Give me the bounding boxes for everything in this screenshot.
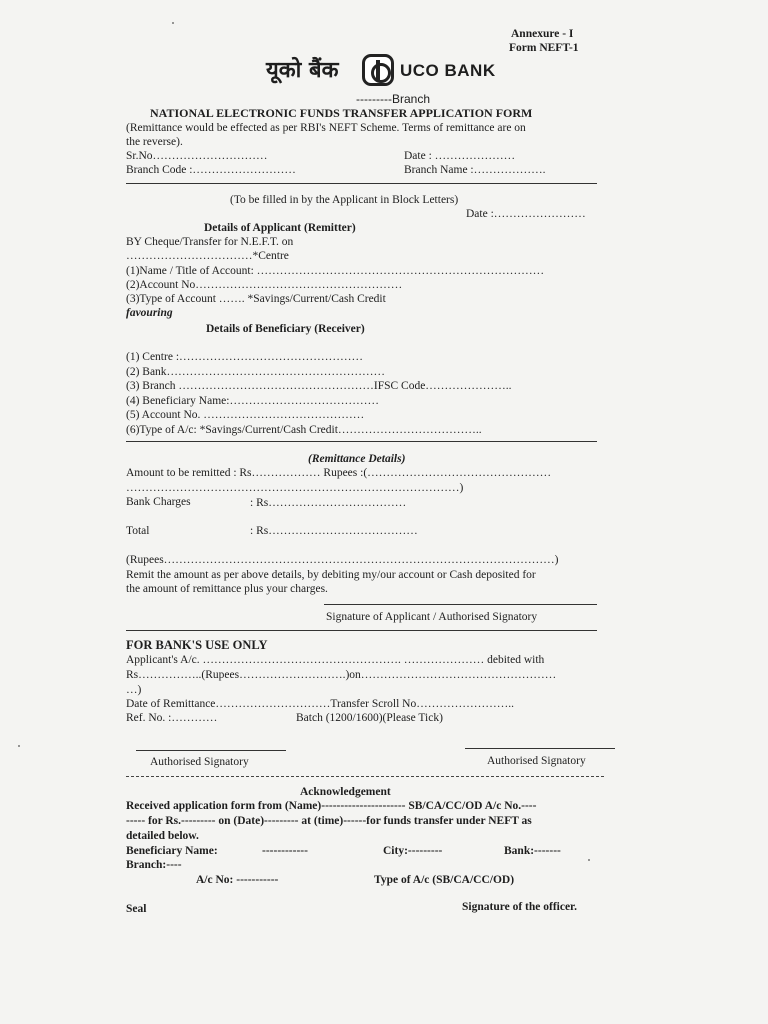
batch-field: Batch (1200/1600)(Please Tick)	[296, 712, 443, 724]
bank-charges-field: : Rs………………………………	[250, 497, 407, 509]
remittance-section-heading: (Remittance Details)	[308, 453, 406, 465]
amount-to-be-remitted-field: Amount to be remitted : Rs……………… Rupees :(…………………………………………	[126, 467, 552, 479]
bank-use-heading: FOR BANK'S USE ONLY	[126, 638, 268, 652]
annexure-label: Annexure - I	[511, 28, 574, 40]
amount-continuation-field: ……………………………………………………………………………)	[126, 482, 464, 494]
scan-speck	[172, 22, 174, 24]
beneficiary-section-heading: Details of Beneficiary (Receiver)	[206, 323, 365, 335]
ack-account-type-field: Type of A/c (SB/CA/CC/OD)	[374, 874, 515, 886]
acknowledgement-line-3: detailed below.	[126, 830, 199, 842]
authorised-signatory-left: Authorised Signatory	[150, 756, 249, 768]
ack-bank-field: Bank:-------	[504, 845, 561, 857]
acknowledgement-line-2: ----- for Rs.--------- on (Date)--------- at (time)------for funds transfer under NEFT as	[126, 815, 532, 827]
account-name-field: (1)Name / Title of Account: …………………………………………………………………	[126, 265, 545, 277]
ack-beneficiary-name-blank: ------------	[262, 845, 308, 857]
divider	[126, 183, 597, 184]
total-label: Total	[126, 525, 150, 537]
signature-line	[324, 604, 597, 605]
ack-branch-field: Branch:----	[126, 859, 182, 871]
tear-line	[126, 776, 604, 777]
beneficiary-centre-field: (1) Centre :…………………………………………	[126, 351, 364, 363]
favouring-label: favouring	[126, 307, 173, 319]
acknowledgement-heading: Acknowledgement	[300, 786, 391, 798]
remittance-note-line-1: (Remittance would be effected as per RBI's NEFT Scheme. Terms of remittance are on	[126, 122, 526, 134]
form-title: NATIONAL ELECTRONIC FUNDS TRANSFER APPLICATION FORM	[150, 106, 533, 120]
branch-label: ---------Branch	[356, 92, 430, 106]
signature-line	[465, 748, 615, 749]
account-type-field: (3)Type of Account ……. *Savings/Current/Cash Credit	[126, 293, 386, 305]
applicant-signature-label: Signature of Applicant / Authorised Signatory	[326, 611, 538, 623]
debit-amount-continuation: …)	[126, 684, 142, 696]
acknowledgement-line-1: Received application form from (Name)---------------------- SB/CA/CC/OD A/c No.----	[126, 800, 537, 812]
applicant-account-debited-field: Applicant's A/c. ……………………………………………. ………………… debited with	[126, 654, 545, 666]
ack-account-number-field: A/c No: -----------	[196, 874, 279, 886]
debit-amount-field: Rs……………..(Rupees……………………….)on……………………………………………	[126, 669, 557, 681]
centre-field: ……………………………*Centre	[126, 250, 289, 262]
uco-bank-logo-icon	[362, 54, 394, 86]
block-letters-instruction: (To be filled in by the Applicant in Block Letters)	[230, 194, 459, 206]
seal-label: Seal	[126, 903, 147, 915]
beneficiary-account-number-field: (5) Account No. ……………………………………	[126, 409, 365, 421]
header-date-field: Date : …………………	[404, 150, 516, 162]
bank-charges-label: Bank Charges	[126, 496, 191, 508]
ack-beneficiary-name-label: Beneficiary Name:	[126, 845, 218, 857]
bank-name: UCO BANK	[400, 61, 496, 80]
branch-code-field: Branch Code :………………………	[126, 164, 296, 176]
officer-signature-label: Signature of the officer.	[462, 901, 577, 913]
beneficiary-bank-field: (2) Bank…………………………………………………	[126, 366, 386, 378]
applicant-date-field: Date :……………………	[466, 208, 586, 220]
scan-speck	[18, 745, 20, 747]
remit-instruction-line-2: the amount of remittance plus your charges.	[126, 583, 328, 595]
applicant-section-heading: Details of Applicant (Remitter)	[204, 222, 356, 234]
ack-city-field: City:---------	[383, 845, 443, 857]
total-field: : Rs…………………………………	[250, 525, 418, 537]
reference-number-field: Ref. No. :…………	[126, 712, 218, 724]
beneficiary-name-field: (4) Beneficiary Name:…………………………………	[126, 395, 379, 407]
account-number-field: (2)Account No………………………………………………	[126, 279, 403, 291]
remittance-note-line-2: the reverse).	[126, 136, 183, 148]
sr-no-field: Sr.No…………………………	[126, 150, 268, 162]
beneficiary-account-type-field: (6)Type of A/c: *Savings/Current/Cash Credit………………………………..	[126, 424, 482, 436]
divider	[126, 441, 597, 442]
branch-name-field: Branch Name :……………….	[404, 164, 546, 176]
signature-line	[136, 750, 286, 751]
authorised-signatory-right: Authorised Signatory	[487, 755, 586, 767]
remit-instruction-line-1: Remit the amount as per above details, by debiting my/our account or Cash deposited for	[126, 569, 536, 581]
beneficiary-branch-ifsc-field: (3) Branch ……………………………………………IFSC Code…………………..	[126, 380, 512, 392]
divider	[126, 630, 597, 631]
scan-speck	[588, 859, 590, 861]
remittance-date-scroll-field: Date of Remittance…………………………Transfer Scroll No……………………..	[126, 698, 514, 710]
rupees-in-words-field: (Rupees…………………………………………………………………………………………)	[126, 554, 559, 566]
bank-name-hindi: यूको बैंक	[266, 58, 339, 83]
form-number: Form NEFT-1	[509, 42, 579, 54]
cheque-transfer-line: BY Cheque/Transfer for N.E.F.T. on	[126, 236, 294, 248]
